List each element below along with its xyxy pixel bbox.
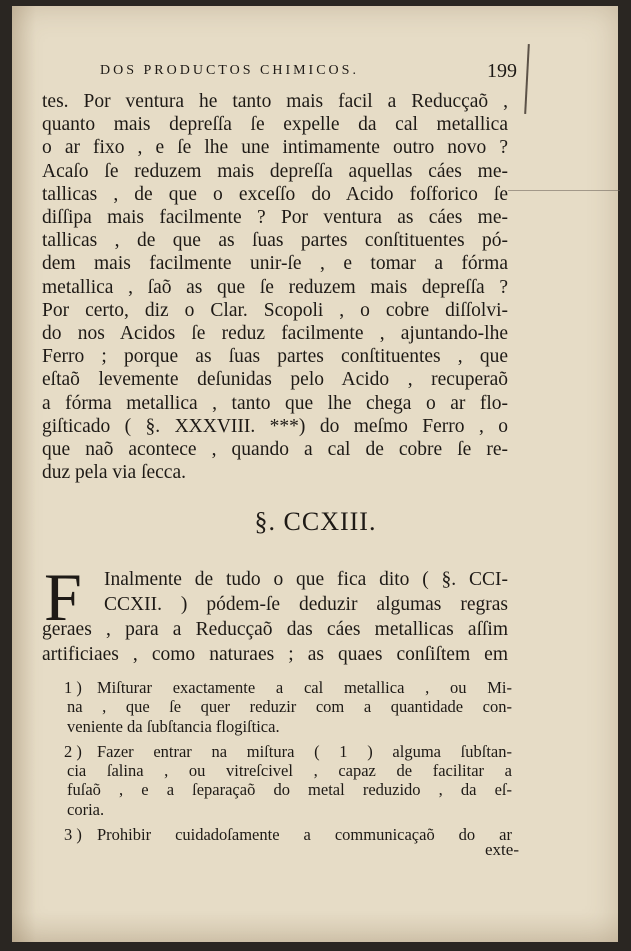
- running-title: DOS PRODUCTOS CHIMICOS.: [100, 63, 359, 78]
- list-item: [42, 678, 512, 736]
- paragraph-full-lines: [42, 617, 508, 667]
- page-number: 199: [487, 60, 517, 82]
- margin-pencil-line: [508, 190, 620, 191]
- text-line: na , que ſe quer reduzir com a quantidade con-: [67, 697, 512, 717]
- text-line: artificiaes , como naturaes ; as quaes conſiſtem em: [42, 644, 508, 665]
- text-line: tes. Por ventura he tanto mais facil a Reducçaõ ,: [42, 91, 508, 112]
- list-number: 3 ): [64, 825, 82, 845]
- list-number: 2 ): [64, 741, 82, 761]
- catchword: exte-: [485, 840, 519, 859]
- text-line: Ferro ; porque as ſuas partes conſtituentes , que: [42, 346, 508, 368]
- text-line: Acaſo ſe reduzem mais depreſſa aquellas cáes me-: [42, 160, 508, 182]
- text-line: Miſturar exactamente a cal metallica , ou Mi-: [97, 678, 512, 697]
- text-line: duz pela via ſecca.: [42, 462, 186, 484]
- section-heading: §. CCXIII.: [254, 507, 377, 536]
- text-line: que naõ acontece , quando a cal de cobre ſe re-: [42, 439, 508, 461]
- text-line: metallica , ſaõ as que ſe reduzem mais depreſſa ?: [42, 276, 508, 298]
- drop-cap: F: [44, 559, 82, 635]
- text-line: CCXII. ) pódem-ſe deduzir algumas regras: [104, 594, 508, 615]
- list-item: [42, 825, 512, 844]
- text-line: a fórma metallica , tanto que lhe chega o ar flo-: [42, 392, 508, 414]
- rules-list: [42, 678, 512, 850]
- paragraph-indented-lines: [104, 567, 508, 617]
- text-line: Fazer entrar na miſtura ( 1 ) alguma ſubſtan-: [97, 741, 512, 761]
- paragraph-continued: [42, 90, 508, 484]
- text-line: tallicas , de que o exceſſo do Acido foſforico ſe: [42, 183, 508, 205]
- list-item: [42, 742, 512, 819]
- list-number: 1 ): [64, 678, 82, 697]
- margin-ink-stroke: [524, 44, 530, 114]
- text-line: fuſaõ , e a ſeparaçaõ do metal reduzido , da eſ-: [67, 780, 512, 800]
- text-line: coria.: [67, 799, 105, 819]
- text-line: eſtaõ levemente deſunidas pelo Acido , recuperaõ: [42, 369, 508, 391]
- text-line: diſſipa mais facilmente ? Por ventura as cáes me-: [42, 207, 508, 229]
- text-line: quanto mais depreſſa ſe expelle da cal metallica: [42, 114, 508, 136]
- text-line: cia ſalina , ou vitreſcivel , capaz de facilitar a: [67, 761, 512, 781]
- text-line: Prohibir cuidadoſamente a communicaçaõ do ar: [97, 825, 512, 845]
- text-line: geraes , para a Reducçaõ das cáes metallicas aſſim: [42, 619, 508, 640]
- text-line: dem mais facilmente unir-ſe , e tomar a fórma: [42, 253, 508, 275]
- text-line: Por certo, diz o Clar. Scopoli , o cobre diſſolvi-: [42, 299, 508, 321]
- text-line: do nos Acidos ſe reduz facilmente , ajuntando-lhe: [42, 323, 508, 345]
- text-line: veniente da ſubſtancia flogiſtica.: [67, 716, 280, 736]
- text-line: Inalmente de tudo o que fica dito ( §. CCI-: [104, 569, 508, 590]
- text-line: tallicas , de que as ſuas partes conſtituentes pó-: [42, 230, 508, 252]
- text-line: giſticado ( §. XXXVIII. ***) do meſmo Ferro , o: [42, 415, 508, 437]
- text-line: o ar fixo , e ſe lhe une intimamente outro novo ?: [42, 137, 508, 159]
